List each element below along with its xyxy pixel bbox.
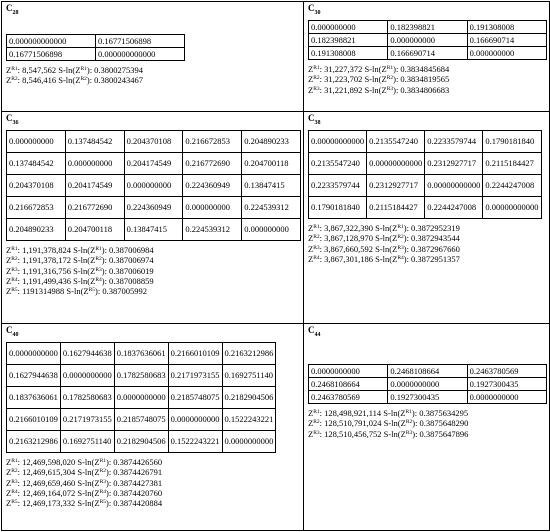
- matrix-cell: 0.182398821: [388, 20, 467, 33]
- z-line-mid: : 12,469,598,020 S-ln(Z: [17, 456, 100, 467]
- matrix-cell: 0.2233579744: [425, 130, 483, 152]
- matrix-cell: 0.000000000: [65, 152, 124, 174]
- z-line-mid: : 12,469,164,072 S-ln(Z: [17, 488, 100, 499]
- matrix-row: [7, 47, 185, 60]
- z-line-sup2: R3: [386, 85, 394, 92]
- z-line-mid: : 3,867,301,186 S-ln(Z: [319, 254, 398, 265]
- matrix-cell: 0.1790181840: [309, 196, 367, 218]
- z-line-tail: ): 0.3834806683: [393, 84, 450, 95]
- z-line-sup: R1: [11, 457, 18, 464]
- zlines-c40: [4, 457, 301, 509]
- z-line-lead: Z: [308, 407, 314, 418]
- z-line-mid: : 3,867,128,970 S-ln(Z: [319, 233, 398, 244]
- z-line-mid: : 1,191,499,436 S-ln(Z: [17, 276, 96, 287]
- zlines-c44: [306, 408, 547, 439]
- matrix-cell: 0.2166010109: [168, 342, 222, 364]
- matrix-row: [309, 377, 547, 390]
- z-line-sup2: R2: [95, 256, 102, 263]
- matrix-cell: 0.216772690: [65, 196, 124, 218]
- matrix-cell: 0.13847415: [242, 174, 301, 196]
- z-line-sup: R1: [11, 245, 18, 252]
- z-line-sup2: R2: [397, 234, 404, 241]
- z-line-tail: ): 0.3834819565: [393, 74, 450, 85]
- matrix-cell: 0.182398821: [309, 33, 388, 46]
- matrix-row: [309, 152, 542, 174]
- z-line-sup: R2: [11, 468, 18, 475]
- matrix-cell: 0.000000000: [242, 218, 301, 240]
- z-line-sup2: R1: [397, 223, 404, 230]
- matrix-cell: 0.2185748075: [114, 408, 168, 430]
- matrix-row: [7, 196, 301, 218]
- z-line-mid: : 3,867,322,390 S-ln(Z: [319, 222, 398, 233]
- z-value-line: [306, 408, 547, 418]
- z-line-tail: ): 0.3874427381: [105, 477, 163, 488]
- z-line-tail: ): 0.387005992: [95, 286, 147, 297]
- matrix-cell: 0.191308008: [309, 46, 388, 59]
- z-line-sup2: R4: [397, 255, 404, 262]
- matrix-cell: 0.2163212986: [7, 430, 61, 452]
- matrix-cell: 0.1692751140: [60, 430, 114, 452]
- matrix-cell: 0.2468108664: [309, 377, 388, 390]
- matrix-cell: 0.0000000000: [388, 377, 467, 390]
- z-line-lead: Z: [308, 63, 314, 74]
- z-line-lead: Z: [308, 84, 314, 95]
- matrix-cell: 0.1522243221: [222, 408, 276, 430]
- matrix-cell: 0.1790181840: [483, 130, 541, 152]
- matrix-cell: 0.000000000: [183, 196, 242, 218]
- matrix-cell: 0.1522243221: [168, 430, 222, 452]
- matrix-cell: 0.0000000000: [7, 342, 61, 364]
- z-line-mid: : 128,498,921,114 S-ln(Z: [319, 407, 406, 418]
- z-value-line: [306, 418, 547, 428]
- z-line-tail: ): 0.3834845684: [393, 63, 450, 74]
- z-line-lead: Z: [308, 74, 314, 85]
- matrix-cell: 0.216772690: [183, 152, 242, 174]
- matrix-c30: [308, 20, 547, 60]
- z-line-sup2: R2: [80, 76, 87, 83]
- zlines-c28: [4, 65, 301, 86]
- matrix-row: [309, 196, 542, 218]
- z-line-lead: Z: [6, 276, 12, 287]
- matrix-cell: 0.2233579744: [309, 174, 367, 196]
- matrix-cell: 0.2182904506: [114, 430, 168, 452]
- z-value-line: [306, 85, 547, 95]
- matrix-cell: 0.16771506898: [96, 34, 185, 47]
- cell-c40: [2, 324, 304, 531]
- matrix-cell: 0.2135547240: [309, 152, 367, 174]
- z-line-mid: : 12,469,615,304 S-ln(Z: [17, 467, 100, 478]
- matrix-cell: 0.1782580683: [60, 386, 114, 408]
- matrix-row: [7, 342, 276, 364]
- cell-c44: [304, 324, 550, 531]
- matrix-cell: 0.2166010109: [7, 408, 61, 430]
- z-line-sup: R4: [11, 277, 18, 284]
- matrix-cell: 0.204700118: [242, 152, 301, 174]
- matrix-cell: 0.0000000000: [467, 390, 546, 403]
- z-value-line: [4, 478, 301, 488]
- z-line-tail: ): 0.387006974: [101, 255, 154, 266]
- section-title-c44: $C_{44}$: [308, 325, 321, 338]
- matrix-cell: 0.000000000: [467, 46, 546, 59]
- matrix-cell: 0.204174549: [124, 152, 183, 174]
- matrix-cell: 0.00000000000: [425, 174, 483, 196]
- z-line-lead: Z: [308, 222, 314, 233]
- matrix-cell: 0.204890233: [7, 218, 66, 240]
- z-line-tail: ): 0.3872951357: [403, 254, 460, 265]
- matrix-c28: [6, 34, 185, 61]
- z-line-sup: R1: [11, 65, 18, 72]
- z-value-line: [4, 457, 301, 467]
- z-line-sup2: R3: [99, 478, 106, 485]
- matrix-cell: 0.2182904506: [222, 386, 276, 408]
- matrix-cell: 0.2468108664: [388, 364, 467, 377]
- matrix-cell: 0.1927300435: [388, 390, 467, 403]
- z-line-mid: : 31,227,372 S-ln(Z: [319, 63, 387, 74]
- results-table: [1, 1, 550, 531]
- matrix-row: [7, 386, 276, 408]
- z-line-tail: ): 0.387006019: [101, 265, 154, 276]
- z-line-sup2: R2: [99, 468, 106, 475]
- matrix-cell: 0.2171973155: [60, 408, 114, 430]
- z-value-line: [4, 467, 301, 477]
- matrix-cell: 0.204700118: [65, 218, 124, 240]
- matrix-c44: [308, 364, 547, 404]
- matrix-cell: 0.1837636061: [7, 386, 61, 408]
- matrix-cell: 0.166690714: [467, 33, 546, 46]
- matrix-cell: 0.2163212986: [222, 342, 276, 364]
- z-line-lead: Z: [308, 418, 314, 429]
- z-line-sup: R2: [313, 419, 320, 426]
- section-title-c30: $C_{30}$: [308, 3, 321, 16]
- z-line-sup2: R4: [99, 489, 106, 496]
- z-line-mid: : 1,191,378,824 S-ln(Z: [17, 244, 96, 255]
- matrix-cell: 0.1927300435: [467, 377, 546, 390]
- cell-c36: [2, 112, 304, 324]
- matrix-cell: 0.00000000000: [483, 196, 541, 218]
- z-line-lead: Z: [308, 254, 314, 265]
- z-line-sup: R2: [11, 76, 18, 83]
- z-line-lead: Z: [6, 255, 12, 266]
- matrix-row: [309, 46, 547, 59]
- z-line-tail: ): 0.3875648290: [412, 418, 469, 429]
- matrix-cell: 0.204890233: [242, 130, 301, 152]
- matrix-cell: 0.00000000000: [309, 130, 367, 152]
- matrix-c40: [6, 342, 276, 453]
- z-value-line: [306, 233, 547, 243]
- z-value-line: [4, 255, 301, 265]
- z-line-sup: R3: [313, 244, 320, 251]
- matrix-cell: 0.2115184427: [483, 152, 541, 174]
- z-line-mid: : 1191314988 S-ln(Z: [17, 286, 89, 297]
- matrix-cell: 0.16771506898: [7, 47, 96, 60]
- section-title-c40: $C_{40}$: [6, 325, 19, 338]
- z-line-tail: ): 0.3800243467: [86, 75, 144, 86]
- z-line-sup: R1: [313, 64, 320, 71]
- z-value-line: [306, 429, 547, 439]
- section-title-c28: $C_{28}$: [6, 3, 19, 16]
- z-line-lead: Z: [308, 428, 314, 439]
- section-title-c38: $C_{38}$: [308, 113, 321, 126]
- z-line-sup: R1: [313, 223, 320, 230]
- z-value-line: [4, 276, 301, 286]
- z-line-mid: : 128,510,791,024 S-ln(Z: [319, 418, 406, 429]
- z-line-sup: R3: [11, 478, 18, 485]
- z-line-lead: Z: [308, 233, 314, 244]
- z-line-tail: ): 0.3872943544: [403, 233, 460, 244]
- matrix-cell: 0.166690714: [388, 46, 467, 59]
- matrix-cell: 0.2135547240: [367, 130, 425, 152]
- z-line-mid: : 31,223,702 S-ln(Z: [319, 74, 387, 85]
- z-line-sup: R2: [313, 234, 320, 241]
- z-line-mid: : 8,547,562 S-ln(Z: [17, 64, 81, 75]
- z-value-line: [4, 488, 301, 498]
- z-line-sup2: R1: [80, 65, 87, 72]
- z-line-sup2: R1: [386, 64, 394, 71]
- z-line-lead: Z: [6, 75, 12, 86]
- matrix-cell: 0.224539312: [242, 196, 301, 218]
- matrix-cell: 0.2244247008: [425, 196, 483, 218]
- matrix-row: [7, 218, 301, 240]
- z-line-tail: ): 0.3800275394: [86, 64, 144, 75]
- z-line-sup: R2: [11, 256, 18, 263]
- matrix-cell: 0.224360949: [183, 174, 242, 196]
- matrix-cell: 0.0000000000: [168, 408, 222, 430]
- z-value-line: [4, 65, 301, 75]
- z-line-sup2: R1: [95, 245, 102, 252]
- matrix-cell: 0.2312927717: [367, 174, 425, 196]
- z-line-sup2: R3: [405, 429, 413, 436]
- z-value-line: [4, 75, 301, 85]
- matrix-cell: 0.2115184427: [367, 196, 425, 218]
- matrix-row: [7, 152, 301, 174]
- matrix-cell: 0.1627944638: [7, 364, 61, 386]
- z-line-mid: : 128,510,456,752 S-ln(Z: [319, 428, 406, 439]
- matrix-cell: 0.224360949: [124, 196, 183, 218]
- z-value-line: [306, 74, 547, 84]
- z-value-line: [306, 244, 547, 254]
- z-line-tail: ): 0.3874420884: [105, 498, 163, 509]
- matrix-cell: 0.1782580683: [114, 364, 168, 386]
- matrix-row: [7, 130, 301, 152]
- z-line-sup: R4: [11, 489, 18, 496]
- matrix-row: [309, 174, 542, 196]
- z-line-sup: R3: [313, 85, 320, 92]
- matrix-cell: 0.000000000: [7, 130, 66, 152]
- matrix-row: [7, 430, 276, 452]
- matrix-row: [7, 174, 301, 196]
- matrix-cell: 0.1837636061: [114, 342, 168, 364]
- matrix-c36: [6, 130, 301, 241]
- z-line-sup2: R2: [386, 75, 394, 82]
- matrix-cell: 0.000000000: [388, 33, 467, 46]
- z-line-lead: Z: [6, 467, 12, 478]
- z-line-sup: R1: [313, 408, 320, 415]
- z-line-sup2: R1: [99, 457, 106, 464]
- matrix-cell: 0.216672853: [7, 196, 66, 218]
- matrix-cell: 0.2463780569: [309, 390, 388, 403]
- z-line-mid: : 3,867,660,592 S-ln(Z: [319, 243, 398, 254]
- z-line-sup: R5: [11, 287, 18, 294]
- z-line-lead: Z: [6, 286, 12, 297]
- matrix-row: [309, 130, 542, 152]
- matrix-cell: 0.204370108: [7, 174, 66, 196]
- z-line-tail: ): 0.3875647896: [412, 428, 469, 439]
- z-value-line: [4, 498, 301, 508]
- z-line-lead: Z: [6, 477, 12, 488]
- matrix-row: [7, 408, 276, 430]
- matrix-cell: 0.2463780569: [467, 364, 546, 377]
- matrix-cell: 0.000000000: [124, 174, 183, 196]
- matrix-cell: 0.00000000000: [367, 152, 425, 174]
- z-line-mid: : 12,469,659,460 S-ln(Z: [17, 477, 100, 488]
- z-line-tail: ): 0.3872967660: [403, 243, 460, 254]
- matrix-cell: 0.1692751140: [222, 364, 276, 386]
- z-line-sup: R3: [313, 429, 320, 436]
- matrix-cell: 0.2244247008: [483, 174, 541, 196]
- z-line-mid: : 1,191,316,756 S-ln(Z: [17, 265, 96, 276]
- matrix-cell: 0.204370108: [124, 130, 183, 152]
- z-line-sup2: R1: [405, 408, 412, 415]
- z-line-tail: ): 0.387008859: [101, 276, 154, 287]
- z-line-lead: Z: [6, 488, 12, 499]
- zlines-c36: [4, 245, 301, 297]
- matrix-cell: 0.0000000000: [222, 430, 276, 452]
- matrix-cell: 0.000000000000: [96, 47, 185, 60]
- matrix-row: [309, 20, 547, 33]
- z-line-tail: ): 0.3872952319: [403, 222, 460, 233]
- z-line-sup2: R5: [99, 499, 106, 506]
- matrix-cell: 0.2185748075: [168, 386, 222, 408]
- z-line-lead: Z: [6, 244, 12, 255]
- matrix-cell: 0.216672853: [183, 130, 242, 152]
- matrix-cell: 0.191308008: [467, 20, 546, 33]
- z-line-lead: Z: [308, 243, 314, 254]
- z-value-line: [4, 245, 301, 255]
- matrix-cell: 0.2171973155: [168, 364, 222, 386]
- z-value-line: [306, 254, 547, 264]
- z-value-line: [4, 266, 301, 276]
- z-line-mid: : 31,221,892 S-ln(Z: [319, 84, 387, 95]
- z-line-tail: ): 0.3874426560: [105, 456, 163, 467]
- z-line-tail: ): 0.3874420760: [105, 488, 163, 499]
- matrix-row: [309, 33, 547, 46]
- z-line-sup2: R5: [88, 287, 96, 294]
- z-line-tail: ): 0.3875634295: [411, 407, 469, 418]
- z-line-mid: : 1,191,378,172 S-ln(Z: [17, 255, 96, 266]
- zlines-c38: [306, 223, 547, 265]
- z-line-sup: R2: [313, 75, 320, 82]
- z-line-sup: R4: [313, 255, 320, 262]
- matrix-cell: 0.1627944638: [60, 342, 114, 364]
- matrix-cell: 0.000000000000: [7, 34, 96, 47]
- matrix-cell: 0.137484542: [65, 130, 124, 152]
- matrix-cell: 0.0000000000: [309, 364, 388, 377]
- z-value-line: [4, 286, 301, 296]
- z-line-mid: : 12,469,173,332 S-ln(Z: [17, 498, 100, 509]
- matrix-row: [7, 364, 276, 386]
- matrix-cell: 0.224539312: [183, 218, 242, 240]
- matrix-c38: [308, 130, 542, 219]
- matrix-cell: 0.204174549: [65, 174, 124, 196]
- cell-c30: [304, 2, 550, 112]
- z-line-lead: Z: [6, 64, 12, 75]
- section-title-c36: $C_{36}$: [6, 113, 19, 126]
- z-line-mid: : 8,546,416 S-ln(Z: [17, 75, 81, 86]
- z-value-line: [306, 64, 547, 74]
- z-line-sup2: R3: [95, 266, 102, 273]
- matrix-cell: 0.000000000: [309, 20, 388, 33]
- z-line-sup2: R2: [405, 419, 413, 426]
- z-line-tail: ): 0.3874426791: [105, 467, 163, 478]
- z-line-sup: R3: [11, 266, 18, 273]
- matrix-cell: 0.137484542: [7, 152, 66, 174]
- z-value-line: [306, 223, 547, 233]
- z-line-lead: Z: [6, 498, 12, 509]
- matrix-cell: 0.13847415: [124, 218, 183, 240]
- cell-c28: [2, 2, 304, 112]
- matrix-cell: 0.0000000000: [60, 364, 114, 386]
- zlines-c30: [306, 64, 547, 95]
- matrix-cell: 0.0000000000: [114, 386, 168, 408]
- z-line-tail: ): 0.387006984: [101, 244, 154, 255]
- matrix-row: [309, 390, 547, 403]
- cell-c38: [304, 112, 550, 324]
- z-line-lead: Z: [6, 456, 12, 467]
- matrix-cell: 0.2312927717: [425, 152, 483, 174]
- z-line-sup: R5: [11, 499, 18, 506]
- z-line-sup2: R3: [397, 244, 404, 251]
- z-line-sup2: R4: [95, 277, 102, 284]
- matrix-row: [309, 364, 547, 377]
- z-line-lead: Z: [6, 265, 12, 276]
- matrix-row: [7, 34, 185, 47]
